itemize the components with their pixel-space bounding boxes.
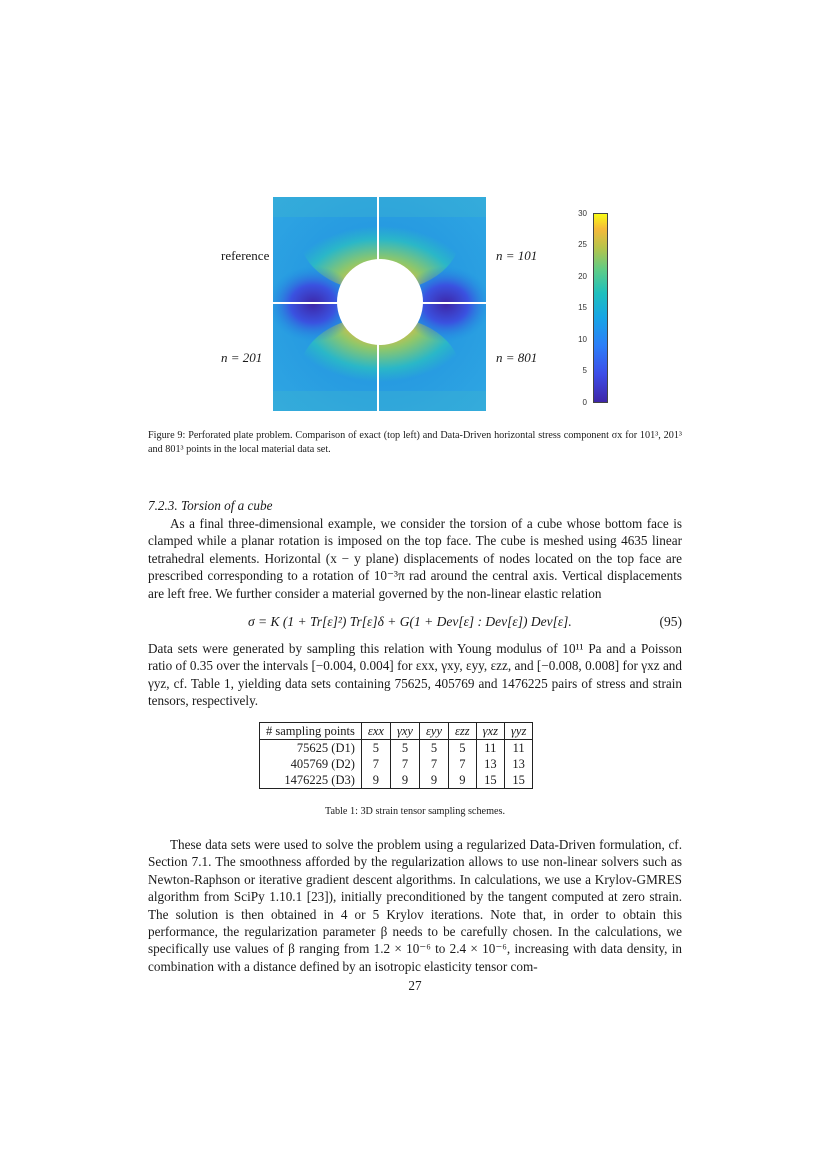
colorbar-tick-0: 0	[582, 398, 587, 407]
equation-number: (95)	[659, 614, 682, 629]
sampling-table	[259, 722, 533, 789]
figure-caption: Figure 9: Perforated plate problem. Comparison of exact (top left) and Data-Driven horizontal stress component σx for 101³, 201³ and 801³ points in the local material data set.	[148, 430, 682, 455]
paragraph-data-sets: Data sets were generated by sampling this relation with Young modulus of 10¹¹ Pa and a Poisson ratio of 0.35 over the intervals [−0.004, 0.004] for εxx, γxy, εyy, εzz, and [−0.008, 0.008] for γxz and γyz, cf. Table 1, yielding data sets containing 75625, 405769 and 1476225 pairs of stress and strain tensors, respectively.	[148, 641, 682, 709]
paragraph-torsion-intro: As a final three-dimensional example, we consider the torsion of a cube whose bottom face is clamped while a planar rotation is imposed on the top face. The cube is meshed using 4635 linear tetrahedral elements. Horizontal (x − y plane) displacements of nodes located on the top face are prescribed corresponding to a rotation of 10⁻³π rad around the central axis. Vertical displacements are left free. We further consider a material governed by the non-linear elastic relation	[148, 516, 682, 601]
colorbar-tick-20: 20	[578, 272, 587, 281]
table-header: εxx	[361, 723, 390, 740]
table-cell: 9	[419, 772, 448, 789]
colorbar-tick-30: 30	[578, 209, 587, 218]
table-row	[260, 772, 533, 789]
table-cell: 15	[476, 772, 504, 789]
table-header: γxy	[390, 723, 419, 740]
colorbar-tick-10: 10	[578, 335, 587, 344]
page-number: 27	[408, 978, 422, 993]
table-cell: 9	[361, 772, 390, 789]
label-reference: reference	[221, 248, 270, 263]
table-cell: 9	[449, 772, 477, 789]
table-cell: 13	[476, 756, 504, 772]
label-n101: n = 101	[496, 248, 538, 263]
table-header: εyy	[419, 723, 448, 740]
stress-field-figure	[273, 197, 486, 411]
equation-body: σ = K (1 + Tr[ε]²) Tr[ε]δ + G(1 + Dev[ε] : Dev[ε]) Dev[ε].	[248, 614, 572, 629]
section-title: 7.2.3. Torsion of a cube	[148, 498, 273, 513]
label-n801: n = 801	[496, 350, 538, 365]
table-cell: 7	[361, 756, 390, 772]
stress-field-image	[273, 197, 486, 411]
table-cell: 13	[505, 756, 533, 772]
table-cell: 1476225 (D3)	[260, 772, 362, 789]
table-cell: 75625 (D1)	[260, 740, 362, 757]
table-caption: Table 1: 3D strain tensor sampling schemes.	[324, 806, 506, 817]
table-cell: 9	[390, 772, 419, 789]
table-cell: 7	[419, 756, 448, 772]
table-cell: 5	[361, 740, 390, 757]
equation-95	[148, 614, 682, 636]
table-cell: 5	[449, 740, 477, 757]
table-header: γxz	[476, 723, 504, 740]
table-header: # sampling points	[260, 723, 362, 740]
table-header: γyz	[505, 723, 533, 740]
table-cell: 15	[505, 772, 533, 789]
table-cell: 5	[390, 740, 419, 757]
table-row	[260, 756, 533, 772]
table-header: εzz	[449, 723, 477, 740]
colorbar-tick-5: 5	[582, 366, 587, 375]
table-cell: 11	[505, 740, 533, 757]
paragraph-solver: These data sets were used to solve the problem using a regularized Data-Driven formulation, cf. Section 7.1. The smoothness afforded by the regularization allows to use non-linear solvers such as Newton-Raphson or iterative gradient descent algorithms. In calculations, we use a Krylov-GMRES algorithm from SciPy 1.10.1 [23]), initially preconditioned by the tangent computed at zero strain. The solution is then obtained in 4 or 5 Krylov iterations. Note that, in order to obtain this performance, the regularization parameter β needs to be carefully chosen. In the calculations, we specifically use values of β ranging from 1.2 × 10⁻⁶ to 2.4 × 10⁻⁶, increasing with data density, in combination with a distance defined by an isotropic elasticity tensor com-	[148, 837, 682, 974]
table-cell: 7	[390, 756, 419, 772]
table-cell: 5	[419, 740, 448, 757]
table-row	[260, 740, 533, 757]
table-cell: 11	[476, 740, 504, 757]
label-n201: n = 201	[221, 350, 263, 365]
colorbar-tick-15: 15	[578, 303, 587, 312]
table-cell: 7	[449, 756, 477, 772]
table-cell: 405769 (D2)	[260, 756, 362, 772]
colorbar	[593, 213, 608, 403]
colorbar-tick-25: 25	[578, 240, 587, 249]
